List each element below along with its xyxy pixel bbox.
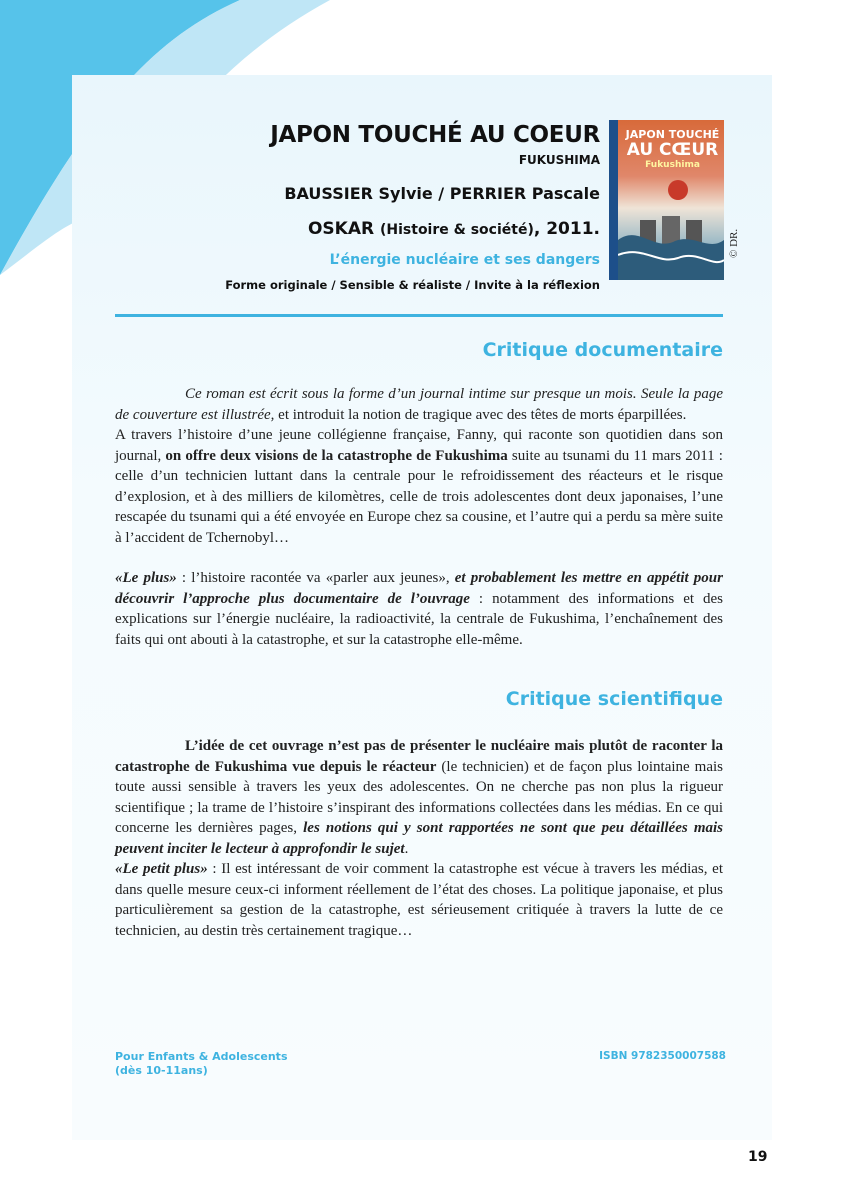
book-theme: L’énergie nucléaire et ses dangers: [329, 252, 600, 268]
le-plus-text-a: : l’histoire racontée va «parler aux jeunes»,: [176, 570, 455, 586]
footer-isbn: ISBN 9782350007588: [599, 1050, 726, 1062]
audience-line2: (dès 10-11ans): [115, 1064, 208, 1077]
section-body-documentaire: [115, 384, 723, 650]
cover-illustration: [618, 180, 724, 280]
intro-rest: et introduit la notion de tragique avec des têtes de morts éparpillées.: [274, 406, 687, 423]
paragraph-le-plus: [115, 568, 723, 650]
book-keywords: Forme originale / Sensible & réaliste / Invite à la réflexion: [225, 278, 600, 292]
cover-spine: [609, 120, 618, 280]
section-heading-scientifique: Critique scientifique: [505, 688, 723, 710]
footer-audience: [115, 1050, 288, 1078]
cover-title-line1: JAPON TOUCHÉ: [625, 128, 720, 141]
cover-title-line3: Fukushima: [645, 160, 700, 170]
intro-italic: Ce roman est écrit sous la forme d’un journal intime sur presque un mois. Seule la page de couverture est illustrée,: [115, 386, 723, 423]
le-plus-bolditalic: et probablement les mettre en appétit pour découvrir l’approche plus documentaire de l’ouvrage: [115, 570, 723, 607]
book-title: JAPON TOUCHÉ AU COEUR: [270, 122, 600, 148]
audience-line1: Pour Enfants & Adolescents: [115, 1050, 288, 1063]
book-authors: BAUSSIER Sylvie / PERRIER Pascale: [284, 184, 600, 203]
cover-title-line2: AU CŒUR: [626, 140, 719, 160]
publication-year: , 2011.: [533, 219, 600, 239]
summary-text-a: A travers l’histoire d’une jeune collégienne française, Fanny, qui raconte son quotidien dans son journal,: [115, 427, 723, 464]
paragraph-le-petit-plus: [115, 859, 723, 941]
idea-bold: L’idée de cet ouvrage n’est pas de présenter le nucléaire mais plutôt de raconter la catastrophe de Fukushima vue depuis le réacteur: [115, 738, 723, 775]
publisher-collection: (Histoire & société): [380, 222, 534, 238]
summary-text-b: suite au tsunami du 11 mars 2011 : celle d’un technicien luttant dans la centrale pour le refroidissement des réacteurs et le risque d’explosion, et à des milliers de kilomètres, celle de trois adolescentes dont deux japonaises, l’une rescapée du tsunami qui a été envoyée en Europe chez sa cousine, et l’autre qui a perdu sa mère suite à l’accident de Tchernobyl…: [115, 447, 723, 546]
paragraph-idea: [115, 736, 723, 859]
page-number: 19: [748, 1149, 768, 1165]
section-body-scientifique: [115, 736, 723, 941]
le-petit-plus-label: «Le petit plus»: [115, 861, 208, 877]
idea-end: .: [404, 840, 409, 857]
le-plus-text-b: : notamment des informations et des explications sur l’énergie nucléaire, la radioactivité, la centrale de Fukushima, l’enchaînement des faits qui ont abouti à la catastrophe, et sur la catastrophe elle-même.: [115, 590, 724, 648]
book-publisher: [225, 218, 600, 241]
le-petit-plus-text: : Il est intéressant de voir comment la catastrophe est vécue à travers les médias, et dans quelle mesure ceux-ci informent réellement de l’état des choses. La politique japonaise, et plus particulièrement sa gestion de la catastrophe, est sérieusement critiquée à travers la lutte de ce technicien, au destin très certainement tragique…: [115, 861, 724, 939]
paragraph-summary: [115, 425, 723, 548]
idea-text: (le technicien) et de façon plus lointaine mais toute aussi sensible à travers les yeux des adolescentes. On ne cherche pas non plus la rigueur scientifique ; la trame de l’histoire s’inspirant des informations collectées dans les médias. En ce qui concerne les dernières pages,: [115, 758, 724, 836]
le-plus-label: «Le plus»: [115, 570, 177, 586]
book-subtitle: FUKUSHIMA: [518, 153, 600, 167]
publisher-name: OSKAR: [307, 219, 375, 239]
header-divider: [115, 314, 723, 317]
image-credit: © DR.: [728, 228, 740, 258]
section-heading-documentaire: Critique documentaire: [482, 339, 723, 361]
idea-bolditalic: les notions qui y sont rapportées ne sont que peu détaillées mais peuvent inciter le lecteur à approfondir le sujet: [115, 820, 723, 857]
book-cover-image: [609, 120, 724, 280]
paragraph-intro: [115, 384, 723, 425]
book-header: [225, 120, 600, 293]
summary-bold: on offre deux visions de la catastrophe de Fukushima: [165, 447, 508, 464]
